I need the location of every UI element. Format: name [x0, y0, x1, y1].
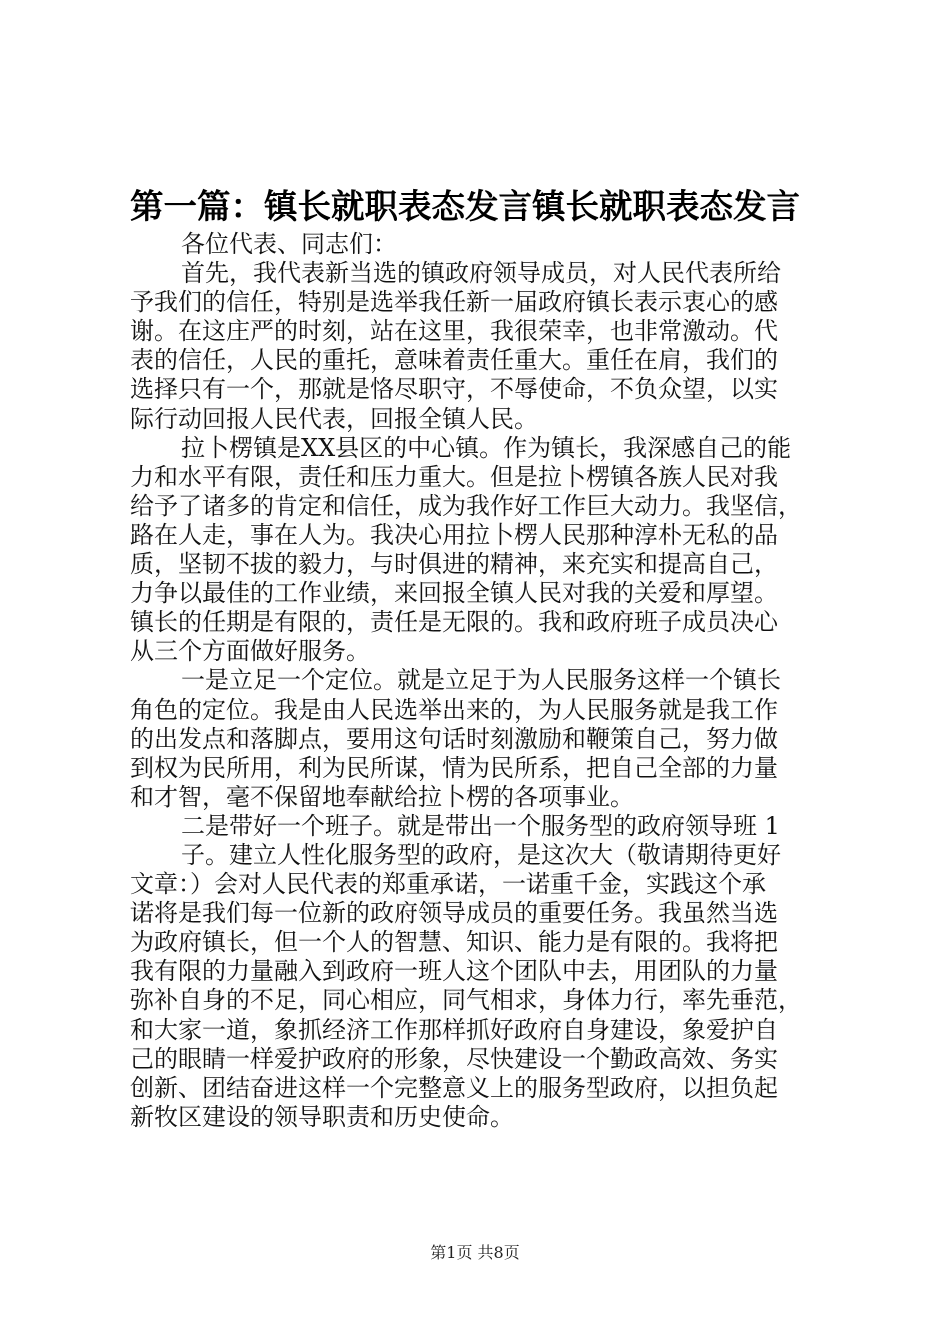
text-line: 拉卜楞镇是XX县区的中心镇。作为镇长，我深感自己的能 — [181, 433, 792, 462]
text-line: 和大家一道，象抓经济工作那样抓好政府自身建设，象爱护自 — [130, 1015, 778, 1044]
text-line: 创新、团结奋进这样一个完整意义上的服务型政府，以担负起 — [130, 1073, 778, 1102]
text-line: 表的信任，人民的重托，意味着责任重大。重任在肩，我们的 — [130, 346, 778, 375]
text-line: 际行动回报人民代表，回报全镇人民。 — [130, 404, 538, 433]
text-line: 谢。在这庄严的时刻，站在这里，我很荣幸，也非常激动。代 — [130, 317, 778, 346]
text-line: 新牧区建设的领导职责和历史使命。 — [130, 1102, 514, 1131]
text-line: 各位代表、同志们： — [181, 230, 397, 258]
text-line: 和才智，毫不保留地奉献给拉卜楞的各项事业。 — [130, 782, 634, 811]
text-line: 角色的定位。我是由人民选举出来的，为人民服务就是我工作 — [130, 695, 778, 724]
text-line: 诺将是我们每一位新的政府领导成员的重要任务。我虽然当选 — [130, 899, 778, 928]
text-line: 质，坚韧不拔的毅力，与时俱进的精神，来充实和提高自己， — [130, 550, 778, 579]
document-title: 第一篇：镇长就职表态发言镇长就职表态发言 — [130, 187, 800, 226]
text-line: 力争以最佳的工作业绩，来回报全镇人民对我的关爱和厚望。 — [130, 579, 778, 608]
text-line: 一是立足一个定位。就是立足于为人民服务这样一个镇长 — [181, 666, 781, 695]
text-line: 从三个方面做好服务。 — [130, 637, 370, 666]
text-line: 的出发点和落脚点，要用这句话时刻激励和鞭策自己，努力做 — [130, 724, 778, 753]
text-line: 子。建立人性化服务型的政府，是这次大（敬请期待更好 — [181, 840, 781, 869]
text-line: 文章：）会对人民代表的郑重承诺，一诺重千金，实践这个承 — [130, 870, 766, 899]
text-line: 镇长的任期是有限的，责任是无限的。我和政府班子成员决心 — [130, 608, 778, 637]
text-line: 选择只有一个，那就是恪尽职守，不辱使命，不负众望，以实 — [130, 375, 778, 404]
text-line: 给予了诸多的肯定和信任，成为我作好工作巨大动力。我坚信， — [130, 491, 802, 520]
text-line: 为政府镇长，但一个人的智慧、知识、能力是有限的。我将把 — [130, 928, 778, 957]
text-line: 弥补自身的不足，同心相应，同气相求，身体力行，率先垂范， — [130, 986, 802, 1015]
text-line: 己的眼睛一样爱护政府的形象，尽快建设一个勤政高效、务实 — [130, 1044, 778, 1073]
text-line: 二是带好一个班子。就是带出一个服务型的政府领导班 1 — [181, 811, 780, 840]
page-footer: 第1页 共8页 — [430, 1243, 520, 1262]
text-line: 首先，我代表新当选的镇政府领导成员，对人民代表所给 — [181, 259, 781, 288]
text-line: 予我们的信任，特别是选举我任新一届政府镇长表示衷心的感 — [130, 288, 778, 317]
text-line: 路在人走，事在人为。我决心用拉卜楞人民那种淳朴无私的品 — [130, 520, 778, 549]
document-body — [130, 230, 830, 1132]
text-line: 力和水平有限，责任和压力重大。但是拉卜楞镇各族人民对我 — [130, 462, 778, 491]
text-line: 到权为民所用，利为民所谋，情为民所系，把自己全部的力量 — [130, 753, 778, 782]
text-line: 我有限的力量融入到政府一班人这个团队中去，用团队的力量 — [130, 957, 778, 986]
